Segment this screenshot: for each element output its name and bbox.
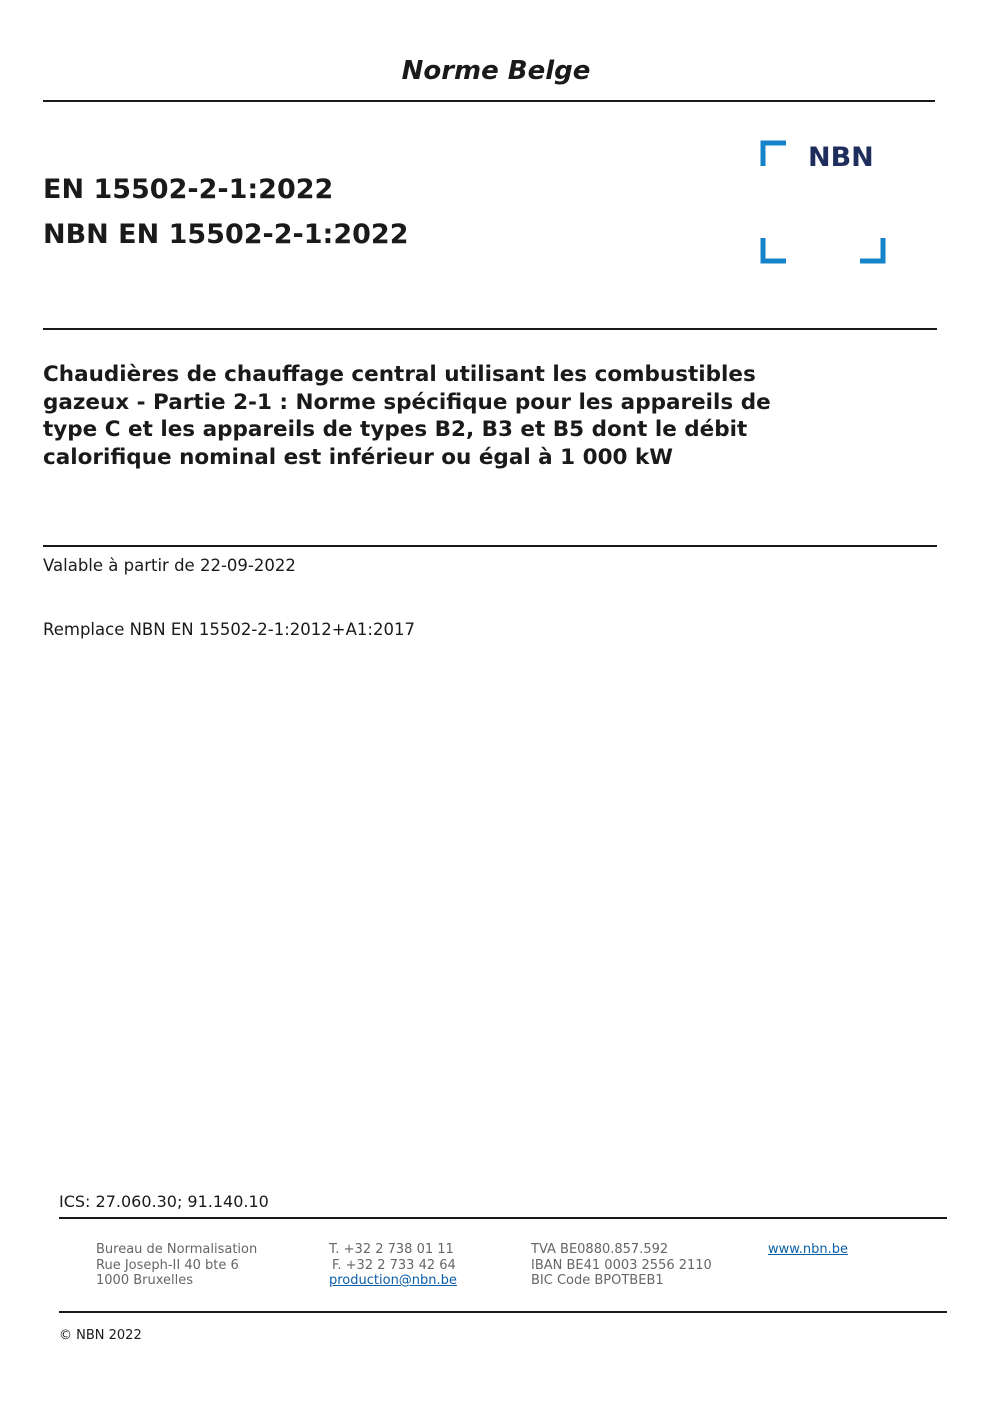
logo-bracket-bottom-left bbox=[763, 238, 786, 261]
footer-bottom-divider bbox=[59, 1311, 947, 1313]
address-line: Rue Joseph-II 40 bte 6 bbox=[96, 1257, 239, 1273]
nbn-logo bbox=[760, 140, 886, 264]
header-title: Norme Belge bbox=[401, 56, 591, 86]
standard-code-en: EN 15502-2-1:2022 bbox=[43, 174, 334, 205]
fax: F. +32 2 733 42 64 bbox=[332, 1257, 456, 1273]
document-title-line: Chaudières de chauffage central utilisant les combustibles bbox=[43, 362, 756, 387]
valid-from: Valable à partir de 22-09-2022 bbox=[43, 556, 296, 575]
document-title-line: calorifique nominal est inférieur ou égal à 1 000 kW bbox=[43, 444, 673, 470]
website-link[interactable]: www.nbn.be bbox=[768, 1242, 848, 1257]
phone: T. +32 2 738 01 11 bbox=[329, 1242, 454, 1257]
ics-codes: ICS: 27.060.30; 91.140.10 bbox=[59, 1192, 269, 1211]
document-title-line: gazeux - Partie 2-1 : Norme spécifique pour les appareils de bbox=[43, 389, 771, 415]
title-top-divider bbox=[43, 328, 937, 330]
document-title-line: type C et les appareils de types B2, B3 et B5 dont le débit bbox=[43, 417, 748, 442]
tva-number: TVA BE0880.857.592 bbox=[531, 1242, 669, 1257]
email-link[interactable]: production@nbn.be bbox=[329, 1273, 457, 1288]
footer-banking bbox=[531, 1242, 712, 1289]
address-line: Bureau de Normalisation bbox=[96, 1242, 258, 1257]
footer-top-divider bbox=[59, 1217, 947, 1219]
logo-text: NBN bbox=[808, 142, 874, 173]
logo-bracket-top-left bbox=[763, 143, 786, 166]
address-line: 1000 Bruxelles bbox=[96, 1273, 194, 1288]
copyright: © NBN 2022 bbox=[59, 1328, 142, 1343]
footer-address bbox=[96, 1242, 257, 1289]
meta-divider bbox=[43, 545, 937, 547]
replaces: Remplace NBN EN 15502-2-1:2012+A1:2017 bbox=[43, 620, 415, 639]
header-divider bbox=[43, 100, 935, 102]
document-title bbox=[43, 361, 873, 471]
footer-web bbox=[768, 1242, 848, 1258]
iban: IBAN BE41 0003 2556 2110 bbox=[531, 1257, 712, 1273]
logo-bracket-bottom-right bbox=[860, 238, 883, 261]
footer-contact bbox=[329, 1242, 457, 1289]
bic-code: BIC Code BPOTBEB1 bbox=[531, 1273, 664, 1288]
standard-code-nbn: NBN EN 15502-2-1:2022 bbox=[43, 219, 409, 250]
